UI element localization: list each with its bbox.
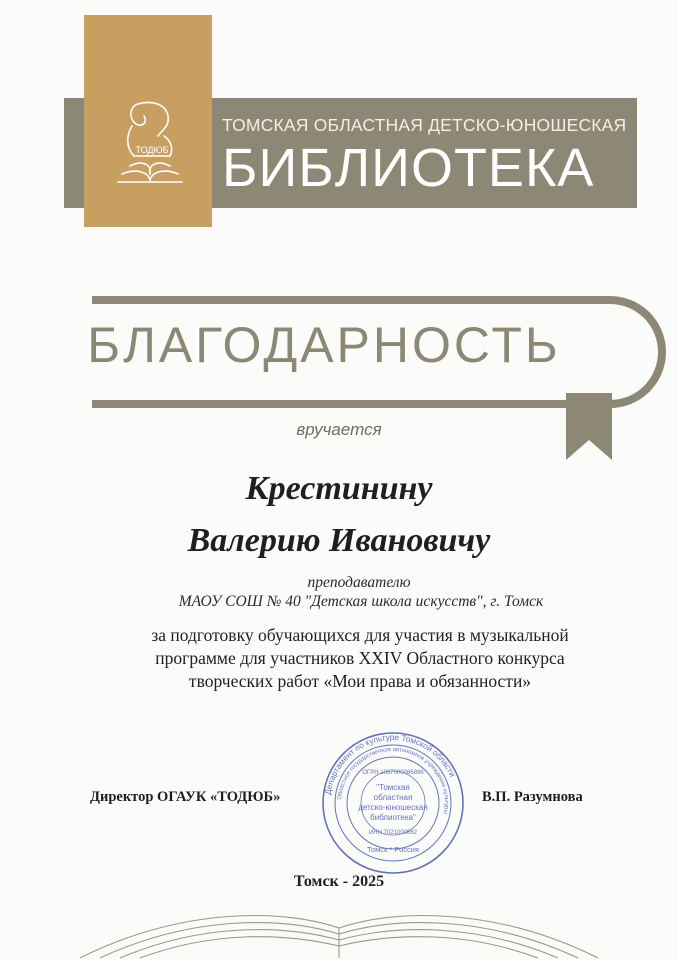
stamp-inner-text: Областное государственное автономное учреждение культуры (337, 746, 450, 815)
stamp-outer-text: Департамент по культуре Томской области (323, 732, 457, 796)
header-subtitle: ТОМСКАЯ ОБЛАСТНАЯ ДЕТСКО-ЮНОШЕСКАЯ (222, 115, 627, 135)
recipient-organization: МАОУ СОШ № 40 "Детская школа искусств", г. Томск (178, 593, 544, 610)
header-title: БИБЛИОТЕКА (222, 138, 595, 198)
reason-line: программе для участников XXIV Областного конкурса (155, 648, 565, 668)
reason-line: за подготовку обучающихся для участия в музыкальной (151, 625, 569, 645)
reason-line: творческих работ «Мои права и обязанности» (188, 671, 532, 691)
recipient-name-line-1: Крестинину (245, 470, 433, 507)
certificate-title: БЛАГОДАРНОСТЬ (87, 317, 561, 373)
recipient-position: преподавателю (307, 574, 411, 591)
official-stamp (318, 728, 468, 878)
stamp-center-line: "Томская (376, 783, 410, 792)
stamp-center-line: областная (373, 793, 413, 802)
stamp-ogrn: ОГРН 1037000086886 (362, 770, 424, 776)
stamp-inn: ИНН 7021000862 (368, 830, 418, 836)
awarded-text: вручается (296, 420, 382, 439)
logo-text: ТОДЮБ (135, 145, 169, 155)
signer-name: В.П. Разумнова (482, 789, 583, 805)
stamp-center-line: детско-юношеская (358, 803, 428, 812)
stamp-city: Томск * Россия (366, 845, 420, 854)
stamp-center-line: библиотека" (370, 813, 416, 822)
recipient-name-line-2: Валерию Ивановичу (187, 522, 491, 559)
reason-text (60, 624, 660, 693)
library-logo-icon (108, 96, 192, 196)
director-title: Директор ОГАУК «ТОДЮБ» (90, 789, 281, 805)
city-year: Томск - 2025 (293, 873, 385, 890)
open-book-icon (0, 880, 678, 960)
